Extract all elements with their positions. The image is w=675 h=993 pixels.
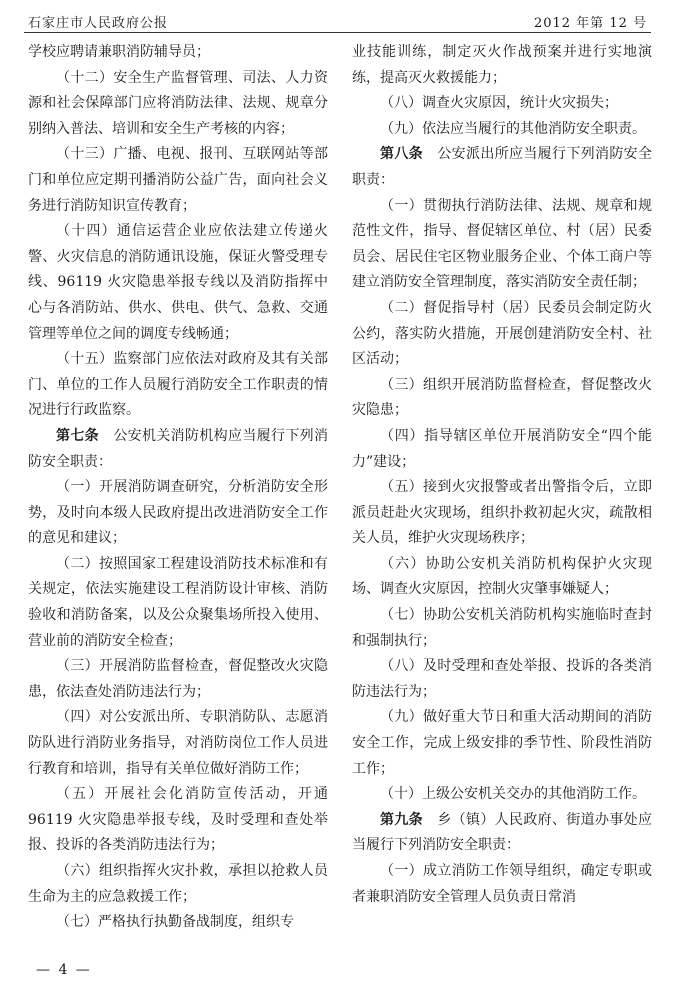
page-header	[24, 8, 651, 30]
clause-paragraph: （八）及时受理和查处举报、投诉的各类消防违法行为；	[352, 658, 652, 700]
article-label: 第七条	[56, 427, 99, 444]
clause-paragraph: （一）开展消防调查研究，分析消防安全形势，及时向本级人民政府提出改进消防安全工作的意见和建议；	[28, 479, 328, 547]
clause-paragraph: （三）开展消防监督检查，督促整改火灾隐患，依法查处消防违法行为；	[28, 658, 328, 700]
article-paragraph	[28, 424, 328, 475]
clause-paragraph: （一）贯彻执行消防法律、法规、规章和规范性文件，指导、督促辖区单位、村（居）民委员会、居民住宅区物业服务企业、个体工商户等建立消防安全管理制度，落实消防安全责任制；	[352, 197, 652, 291]
continued-paragraph: 学校应聘请兼职消防辅导员；	[28, 44, 210, 60]
article-paragraph	[352, 808, 652, 859]
clause-paragraph: （七）严格执行执勤备战制度，组织专	[56, 914, 294, 931]
continued-paragraph: 业技能训练，制定灭火作战预案并进行实地演练，提高灭火救援能力；	[352, 44, 652, 86]
header-divider	[24, 32, 651, 33]
clause-paragraph: （十三）广播、电视、报刊、互联网站等部门和单位应定期刊播消防公益广告，面向社会义务进行消防知识宣传教育；	[28, 146, 328, 214]
left-column	[28, 40, 328, 936]
clause-paragraph: （二）督促指导村（居）民委员会制定防火公约，落实防火措施，开展创建消防安全村、社区活动；	[352, 299, 652, 368]
clause-paragraph: （六）组织指挥火灾扑救，承担以抢救人员生命为主的应急救援工作；	[28, 863, 328, 905]
clause-paragraph: （二）按照国家工程建设消防技术标准和有关规定，依法实施建设工程消防设计审核、消防验收和消防备案，以及公众聚集场所投入使用、营业前的消防安全检查；	[28, 555, 328, 649]
article-text: 公安派出所应当履行下列消防安全职责：	[352, 146, 652, 188]
clause-paragraph: （十）上级公安机关交办的其他消防工作。	[380, 786, 646, 803]
clause-paragraph: （八）调查火灾原因，统计火灾损失；	[380, 95, 618, 112]
publication-title: 石家庄市人民政府公报	[28, 16, 169, 31]
clause-paragraph: （五）接到火灾报警或者出警指令后，立即派员赶赴火灾现场，组织扑救初起火灾，疏散相关人员，维护火灾现场秩序；	[352, 479, 652, 547]
clause-paragraph: （六）协助公安机关消防机构保护火灾现场、调查火灾原因，控制火灾肇事嫌疑人；	[352, 555, 652, 598]
clause-paragraph: （四）对公安派出所、专职消防队、志愿消防队进行消防业务指导，对消防岗位工作人员进行教育和培训，指导有关单位做好消防工作；	[28, 709, 328, 777]
clause-paragraph: （一）成立消防工作领导组织，确定专职或者兼职消防安全管理人员负责日常消	[352, 863, 652, 905]
clause-paragraph: （十二）安全生产监督管理、司法、人力资源和社会保障部门应将消防法律、法规、规章分别纳入普法、培训和安全生产考核的内容；	[28, 69, 328, 137]
article-paragraph	[352, 142, 652, 193]
clause-paragraph: （九）依法应当履行的其他消防安全职责。	[380, 120, 646, 137]
clause-paragraph: （七）协助公安机关消防机构实施临时查封和强制执行；	[352, 607, 652, 649]
article-label: 第九条	[380, 811, 423, 828]
article-label: 第八条	[380, 146, 423, 163]
issue-number: 2012 年第 12 号	[533, 16, 647, 31]
clause-paragraph: （十五）监察部门应依法对政府及其有关部门、单位的工作人员履行消防安全工作职责的情况进行行政监察。	[28, 351, 328, 419]
article-text: 公安机关消防机构应当履行下列消防安全职责：	[28, 427, 328, 470]
clause-paragraph: （十四）通信运营企业应依法建立传递火警、火灾信息的消防通讯设施，保证火警受理专线、96119 火灾隐患举报专线以及消防指挥中心与各消防站、供水、供电、供气、急救、交通管理等单位之间的调度专线畅通；	[28, 223, 328, 342]
clause-paragraph: （九）做好重大节日和重大活动期间的消防安全工作，完成上级安排的季节性、阶段性消防工作；	[352, 709, 652, 777]
clause-paragraph: （五）开展社会化消防宣传活动，开通 96119 火灾隐患举报专线，及时受理和查处举报、投诉的各类消防违法行为；	[28, 786, 328, 854]
article-text: 乡（镇）人民政府、街道办事处应当履行下列消防安全职责：	[352, 811, 652, 854]
page-number: — 4 —	[36, 962, 92, 978]
clause-paragraph: （三）组织开展消防监督检查，督促整改火灾隐患；	[352, 376, 652, 419]
right-column	[352, 40, 652, 910]
clause-paragraph: （四）指导辖区单位开展消防安全“四个能力”建设；	[352, 427, 652, 470]
